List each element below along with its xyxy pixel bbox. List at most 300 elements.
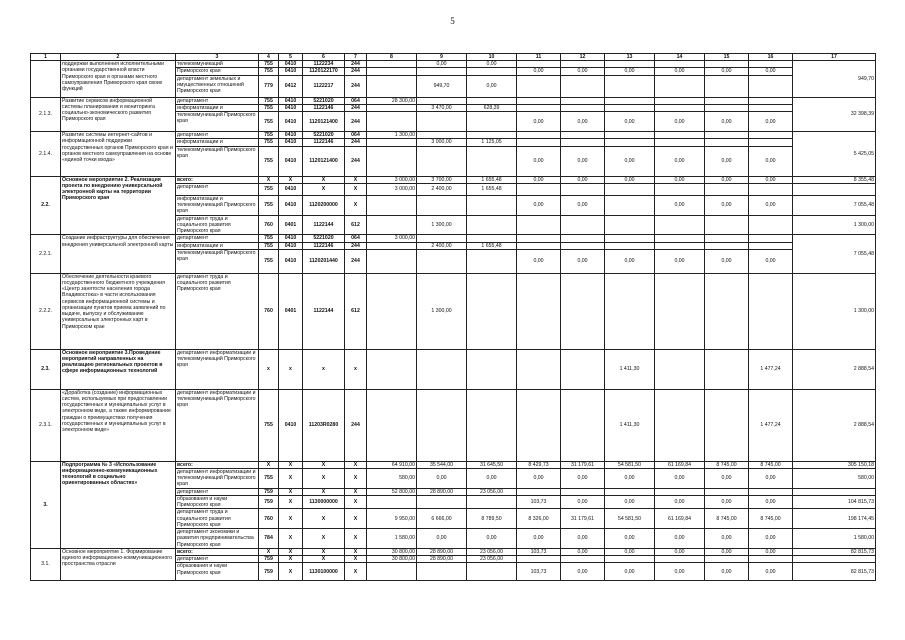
amount-cell: 0,00 [655,529,705,549]
amount-cell: 1 411,30 [605,389,655,461]
amount-cell: 0,00 [749,468,793,488]
code-cell: 1122146 [303,139,345,146]
amount-cell: 0,00 [467,61,517,68]
amount-cell [561,132,605,139]
item-name-cell: Подпрограмма № 3 «Использование информационно-коммуникационных технологий в социально ориентированных областях» [61,461,176,548]
amount-cell: 0,00 [705,176,749,183]
code-cell: X [279,509,303,529]
amount-cell: 0,00 [655,468,705,488]
amount-cell [517,242,561,249]
amount-cell: 1 580,00 [367,529,417,549]
amount-cell: 2 400,00 [417,242,467,249]
table-row [31,132,876,139]
amount-cell [705,97,749,104]
amount-cell: 580,00 [367,468,417,488]
code-cell: 755 [259,468,279,488]
code-cell: X [345,556,367,563]
header-cell: 9 [417,54,467,61]
amount-cell: 0,00 [749,495,793,508]
total-cell: 82 815,73 [793,548,876,555]
total-cell: 1 300,00 [793,215,876,235]
department-cell: информатизации и [176,104,259,111]
amount-cell [417,495,467,508]
header-cell: 4 [259,54,279,61]
amount-cell: 0,00 [705,68,749,75]
amount-cell [467,68,517,75]
total-cell: 82 815,73 [793,563,876,581]
amount-cell: 0,00 [705,529,749,549]
amount-cell [561,75,605,97]
code-cell: X [303,461,345,468]
code-cell: x [345,349,367,389]
department-cell: образования и науки Приморского края [176,563,259,581]
code-cell: 5221020 [303,97,345,104]
amount-cell: 0,00 [605,146,655,176]
amount-cell: 0,00 [561,176,605,183]
amount-cell [467,146,517,176]
amount-cell [655,132,705,139]
code-cell: 759 [259,556,279,563]
amount-cell: 23 056,00 [467,488,517,495]
item-number-cell [31,61,61,97]
amount-cell: 54 581,50 [605,509,655,529]
amount-cell [705,215,749,235]
amount-cell [517,75,561,97]
code-cell: 064 [345,132,367,139]
amount-cell: 0,00 [517,176,561,183]
amount-cell: 3 000,00 [367,176,417,183]
amount-cell [561,215,605,235]
amount-cell: 0,00 [605,68,655,75]
department-cell: департамент [176,132,259,139]
amount-cell [417,249,467,273]
amount-cell: 0,00 [517,146,561,176]
amount-cell [705,104,749,111]
amount-cell: 31 645,50 [467,461,517,468]
amount-cell: 0,00 [749,548,793,555]
header-cell: 12 [561,54,605,61]
code-cell: 1120121400 [303,112,345,132]
code-cell: 244 [345,112,367,132]
amount-cell [467,389,517,461]
amount-cell: 23 056,00 [467,548,517,555]
header-cell: 8 [367,54,417,61]
amount-cell: 23 056,00 [467,556,517,563]
amount-cell: 28 890,00 [417,556,467,563]
amount-cell: 28 300,00 [367,97,417,104]
amount-cell [467,349,517,389]
table-row [31,461,876,468]
amount-cell: 1 411,30 [605,349,655,389]
amount-cell [605,195,655,215]
code-cell: X [279,461,303,468]
table-row [31,97,876,104]
amount-cell: 0,00 [517,529,561,549]
amount-cell: 61 169,84 [655,509,705,529]
amount-cell [561,61,605,68]
amount-cell: 3 700,00 [417,176,467,183]
amount-cell: 1 477,24 [749,349,793,389]
amount-cell [417,146,467,176]
code-cell: X [279,529,303,549]
amount-cell: 0,00 [655,195,705,215]
amount-cell [655,61,705,68]
amount-cell: 3 000,00 [367,183,417,195]
code-cell: X [303,509,345,529]
department-cell: департамент труда и социального развития Приморского края [176,273,259,349]
amount-cell: 0,00 [561,563,605,581]
amount-cell: 0,00 [655,176,705,183]
code-cell: 1120201440 [303,249,345,273]
code-cell: X [279,556,303,563]
amount-cell: 1 655,48 [467,242,517,249]
amount-cell: 0,00 [561,68,605,75]
code-cell: 612 [345,273,367,349]
department-cell: департамент информатизации и телекоммуникаций Приморского края [176,349,259,389]
code-cell: 755 [259,249,279,273]
header-cell: 5 [279,54,303,61]
amount-cell [749,139,793,146]
amount-cell [367,68,417,75]
amount-cell: 0,00 [705,249,749,273]
department-cell: департамент [176,235,259,242]
code-cell: 755 [259,61,279,68]
amount-cell [605,132,655,139]
amount-cell [605,104,655,111]
amount-cell: 103,73 [517,495,561,508]
amount-cell: 0,00 [749,195,793,215]
code-cell: 0410 [279,249,303,273]
amount-cell [561,556,605,563]
code-cell: 244 [345,104,367,111]
amount-cell [605,75,655,97]
header-cell: 13 [605,54,655,61]
amount-cell [517,273,561,349]
table-row [31,273,876,349]
code-cell: X [345,548,367,555]
item-name-cell: Основное мероприятие 1. Формирование единого информационно-коммуникационного пространства отрасли [61,548,176,580]
code-cell: X [345,495,367,508]
item-number-cell: 2.3.1. [31,389,61,461]
amount-cell [561,389,605,461]
table-row [31,389,876,461]
amount-cell: 0,00 [705,468,749,488]
amount-cell [749,556,793,563]
amount-cell [417,563,467,581]
amount-cell [517,104,561,111]
code-cell: 244 [345,61,367,68]
amount-cell: 628,39 [467,104,517,111]
amount-cell [749,104,793,111]
amount-cell [417,235,467,242]
code-cell: X [279,563,303,581]
amount-cell [561,183,605,195]
amount-cell: 0,00 [705,563,749,581]
code-cell: 0410 [279,146,303,176]
code-cell: X [345,468,367,488]
item-name-cell: поддержки выполнения исполнительными органами государственной власти Приморского края и органами местного самоуправления Приморского края своих функций [61,61,176,97]
amount-cell [367,389,417,461]
code-cell: 755 [259,183,279,195]
amount-cell: 64 910,00 [367,461,417,468]
amount-cell: 0,00 [517,468,561,488]
amount-cell [561,139,605,146]
code-cell: 779 [259,75,279,97]
code-cell: 755 [259,112,279,132]
amount-cell [605,235,655,242]
amount-cell: 28 890,00 [417,548,467,555]
amount-cell: 1 125,05 [467,139,517,146]
amount-cell [655,139,705,146]
amount-cell: 30 800,00 [367,548,417,555]
code-cell: 612 [345,215,367,235]
code-cell: 5221020 [303,132,345,139]
amount-cell [655,389,705,461]
amount-cell [705,349,749,389]
code-cell: X [303,529,345,549]
code-cell: X [345,183,367,195]
amount-cell: 1 300,00 [417,273,467,349]
amount-cell: 30 800,00 [367,556,417,563]
table-row [31,349,876,389]
total-cell [793,183,876,195]
amount-cell [467,235,517,242]
amount-cell [561,488,605,495]
amount-cell [417,68,467,75]
code-cell: X [259,548,279,555]
department-cell: телекоммуникаций Приморского края [176,146,259,176]
amount-cell: 31 179,61 [561,461,605,468]
amount-cell: 0,00 [605,176,655,183]
amount-cell: 0,00 [517,195,561,215]
department-cell: телекоммуникаций Приморского края [176,112,259,132]
amount-cell [367,242,417,249]
code-cell: 0410 [279,183,303,195]
amount-cell [517,61,561,68]
amount-cell [605,183,655,195]
department-cell: всего: [176,176,259,183]
amount-cell [561,273,605,349]
header-cell: 11 [517,54,561,61]
total-cell: 7 055,48 [793,235,876,273]
amount-cell: 61 169,84 [655,461,705,468]
total-cell: 1 580,00 [793,529,876,549]
amount-cell: 3 470,00 [417,104,467,111]
amount-cell: 0,00 [417,468,467,488]
amount-cell [367,215,417,235]
amount-cell [467,132,517,139]
amount-cell: 0,00 [517,68,561,75]
department-cell: всего: [176,548,259,555]
header-cell: 2 [61,54,176,61]
amount-cell [705,242,749,249]
code-cell: X [345,461,367,468]
amount-cell: 8 789,50 [467,509,517,529]
code-cell: 755 [259,68,279,75]
code-cell: 759 [259,563,279,581]
total-cell: 2 888,54 [793,349,876,389]
code-cell: 755 [259,146,279,176]
amount-cell: 0,00 [749,529,793,549]
code-cell: 5221020 [303,235,345,242]
code-cell: 0410 [279,104,303,111]
code-cell: 755 [259,389,279,461]
amount-cell [749,273,793,349]
amount-cell: 0,00 [561,495,605,508]
code-cell: 759 [259,495,279,508]
amount-cell [517,97,561,104]
amount-cell: 0,00 [467,75,517,97]
code-cell: 1122144 [303,273,345,349]
amount-cell [517,139,561,146]
code-cell: 784 [259,529,279,549]
item-number-cell: 2.2. [31,176,61,235]
total-cell: 7 055,48 [793,195,876,215]
code-cell: X [303,183,345,195]
code-cell: X [279,488,303,495]
item-number-cell: 2.2.2. [31,273,61,349]
code-cell: X [279,176,303,183]
amount-cell: 0,00 [705,146,749,176]
item-number-cell: 3. [31,461,61,548]
department-cell: департамент [176,97,259,104]
amount-cell [467,249,517,273]
item-name-cell: Основное мероприятие 3.Проведение мероприятий направленных на реализацию региональных проектов в сфере информационных технологий [61,349,176,389]
department-cell: департамент [176,183,259,195]
amount-cell: 0,00 [561,548,605,555]
amount-cell [367,146,417,176]
amount-cell: 54 581,50 [605,461,655,468]
department-cell: департамент труда и социального развития Приморского края [176,509,259,529]
item-number-cell: 2.3. [31,349,61,389]
code-cell: X [303,488,345,495]
code-cell: X [279,468,303,488]
amount-cell [655,75,705,97]
code-cell: 755 [259,104,279,111]
amount-cell: 0,00 [605,112,655,132]
amount-cell: 0,00 [605,548,655,555]
department-cell: информатизации и [176,139,259,146]
amount-cell [655,104,705,111]
amount-cell [367,195,417,215]
amount-cell [705,139,749,146]
department-cell: Приморского края [176,68,259,75]
code-cell: 11203R0280 [303,389,345,461]
total-cell: 305 150,18 [793,461,876,468]
department-cell: информатизации и телекоммуникаций Приморского края [176,195,259,215]
amount-cell: 0,00 [749,68,793,75]
total-cell: 1 300,00 [793,273,876,349]
department-cell: телекоммуникаций [176,61,259,68]
code-cell: X [259,176,279,183]
amount-cell [517,235,561,242]
amount-cell [705,132,749,139]
amount-cell: 0,00 [517,249,561,273]
code-cell: 0410 [279,195,303,215]
total-cell: 2 888,54 [793,389,876,461]
code-cell: X [345,563,367,581]
code-cell: 0410 [279,97,303,104]
total-cell [793,556,876,563]
amount-cell: 8 745,00 [749,509,793,529]
code-cell: X [345,529,367,549]
amount-cell [655,273,705,349]
amount-cell: 0,00 [605,468,655,488]
amount-cell: 949,70 [417,75,467,97]
amount-cell: 1 300,00 [367,132,417,139]
code-cell: 244 [345,75,367,97]
code-cell: 760 [259,509,279,529]
amount-cell [749,97,793,104]
amount-cell: 103,73 [517,548,561,555]
code-cell: X [345,176,367,183]
amount-cell: 0,00 [561,249,605,273]
amount-cell [367,139,417,146]
code-cell: 064 [345,97,367,104]
amount-cell: 0,00 [655,112,705,132]
header-cell: 14 [655,54,705,61]
amount-cell: 103,73 [517,563,561,581]
amount-cell [367,104,417,111]
item-name-cell: Развитие системы интернет-сайтов и информационной поддержки государственных органов Приморского края и органов местного самоуправления на основе «единой точки входа» [61,132,176,176]
amount-cell: 3 000,00 [417,139,467,146]
amount-cell [517,556,561,563]
amount-cell [749,235,793,242]
code-cell: X [303,556,345,563]
amount-cell: 8 745,00 [705,461,749,468]
code-cell: 0410 [279,139,303,146]
amount-cell: 0,00 [655,548,705,555]
amount-cell: 0,00 [705,548,749,555]
total-cell: 32 398,39 [793,97,876,131]
amount-cell [655,215,705,235]
amount-cell [561,349,605,389]
amount-cell [705,556,749,563]
amount-cell: 0,00 [705,195,749,215]
amount-cell [749,132,793,139]
amount-cell [417,349,467,389]
department-cell: всего: [176,461,259,468]
amount-cell [367,349,417,389]
code-cell: 244 [345,146,367,176]
amount-cell: 9 950,00 [367,509,417,529]
code-cell: 1122146 [303,104,345,111]
amount-cell [517,215,561,235]
code-cell: 755 [259,195,279,215]
amount-cell: 1 300,00 [417,215,467,235]
item-name-cell: Основное мероприятие 2. Реализация проекта по внедрению универсальной электронной карты на территории Приморского края [61,176,176,235]
amount-cell [561,104,605,111]
code-cell: X [279,548,303,555]
header-cell: 15 [705,54,749,61]
amount-cell [417,112,467,132]
amount-cell: 0,00 [749,563,793,581]
item-name-cell: Создание инфраструктуры для обеспечения внедрения универсальной электронной карты [61,235,176,273]
amount-cell [561,97,605,104]
amount-cell [467,273,517,349]
code-cell: X [303,176,345,183]
table-row [31,176,876,183]
amount-cell: 0,00 [705,112,749,132]
header-cell: 16 [749,54,793,61]
department-cell: департамент труда и социального развития Приморского края [176,215,259,235]
table-row [31,548,876,555]
code-cell: 755 [259,242,279,249]
amount-cell [749,242,793,249]
amount-cell [705,61,749,68]
item-number-cell: 2.1.3. [31,97,61,131]
amount-cell: 0,00 [705,495,749,508]
